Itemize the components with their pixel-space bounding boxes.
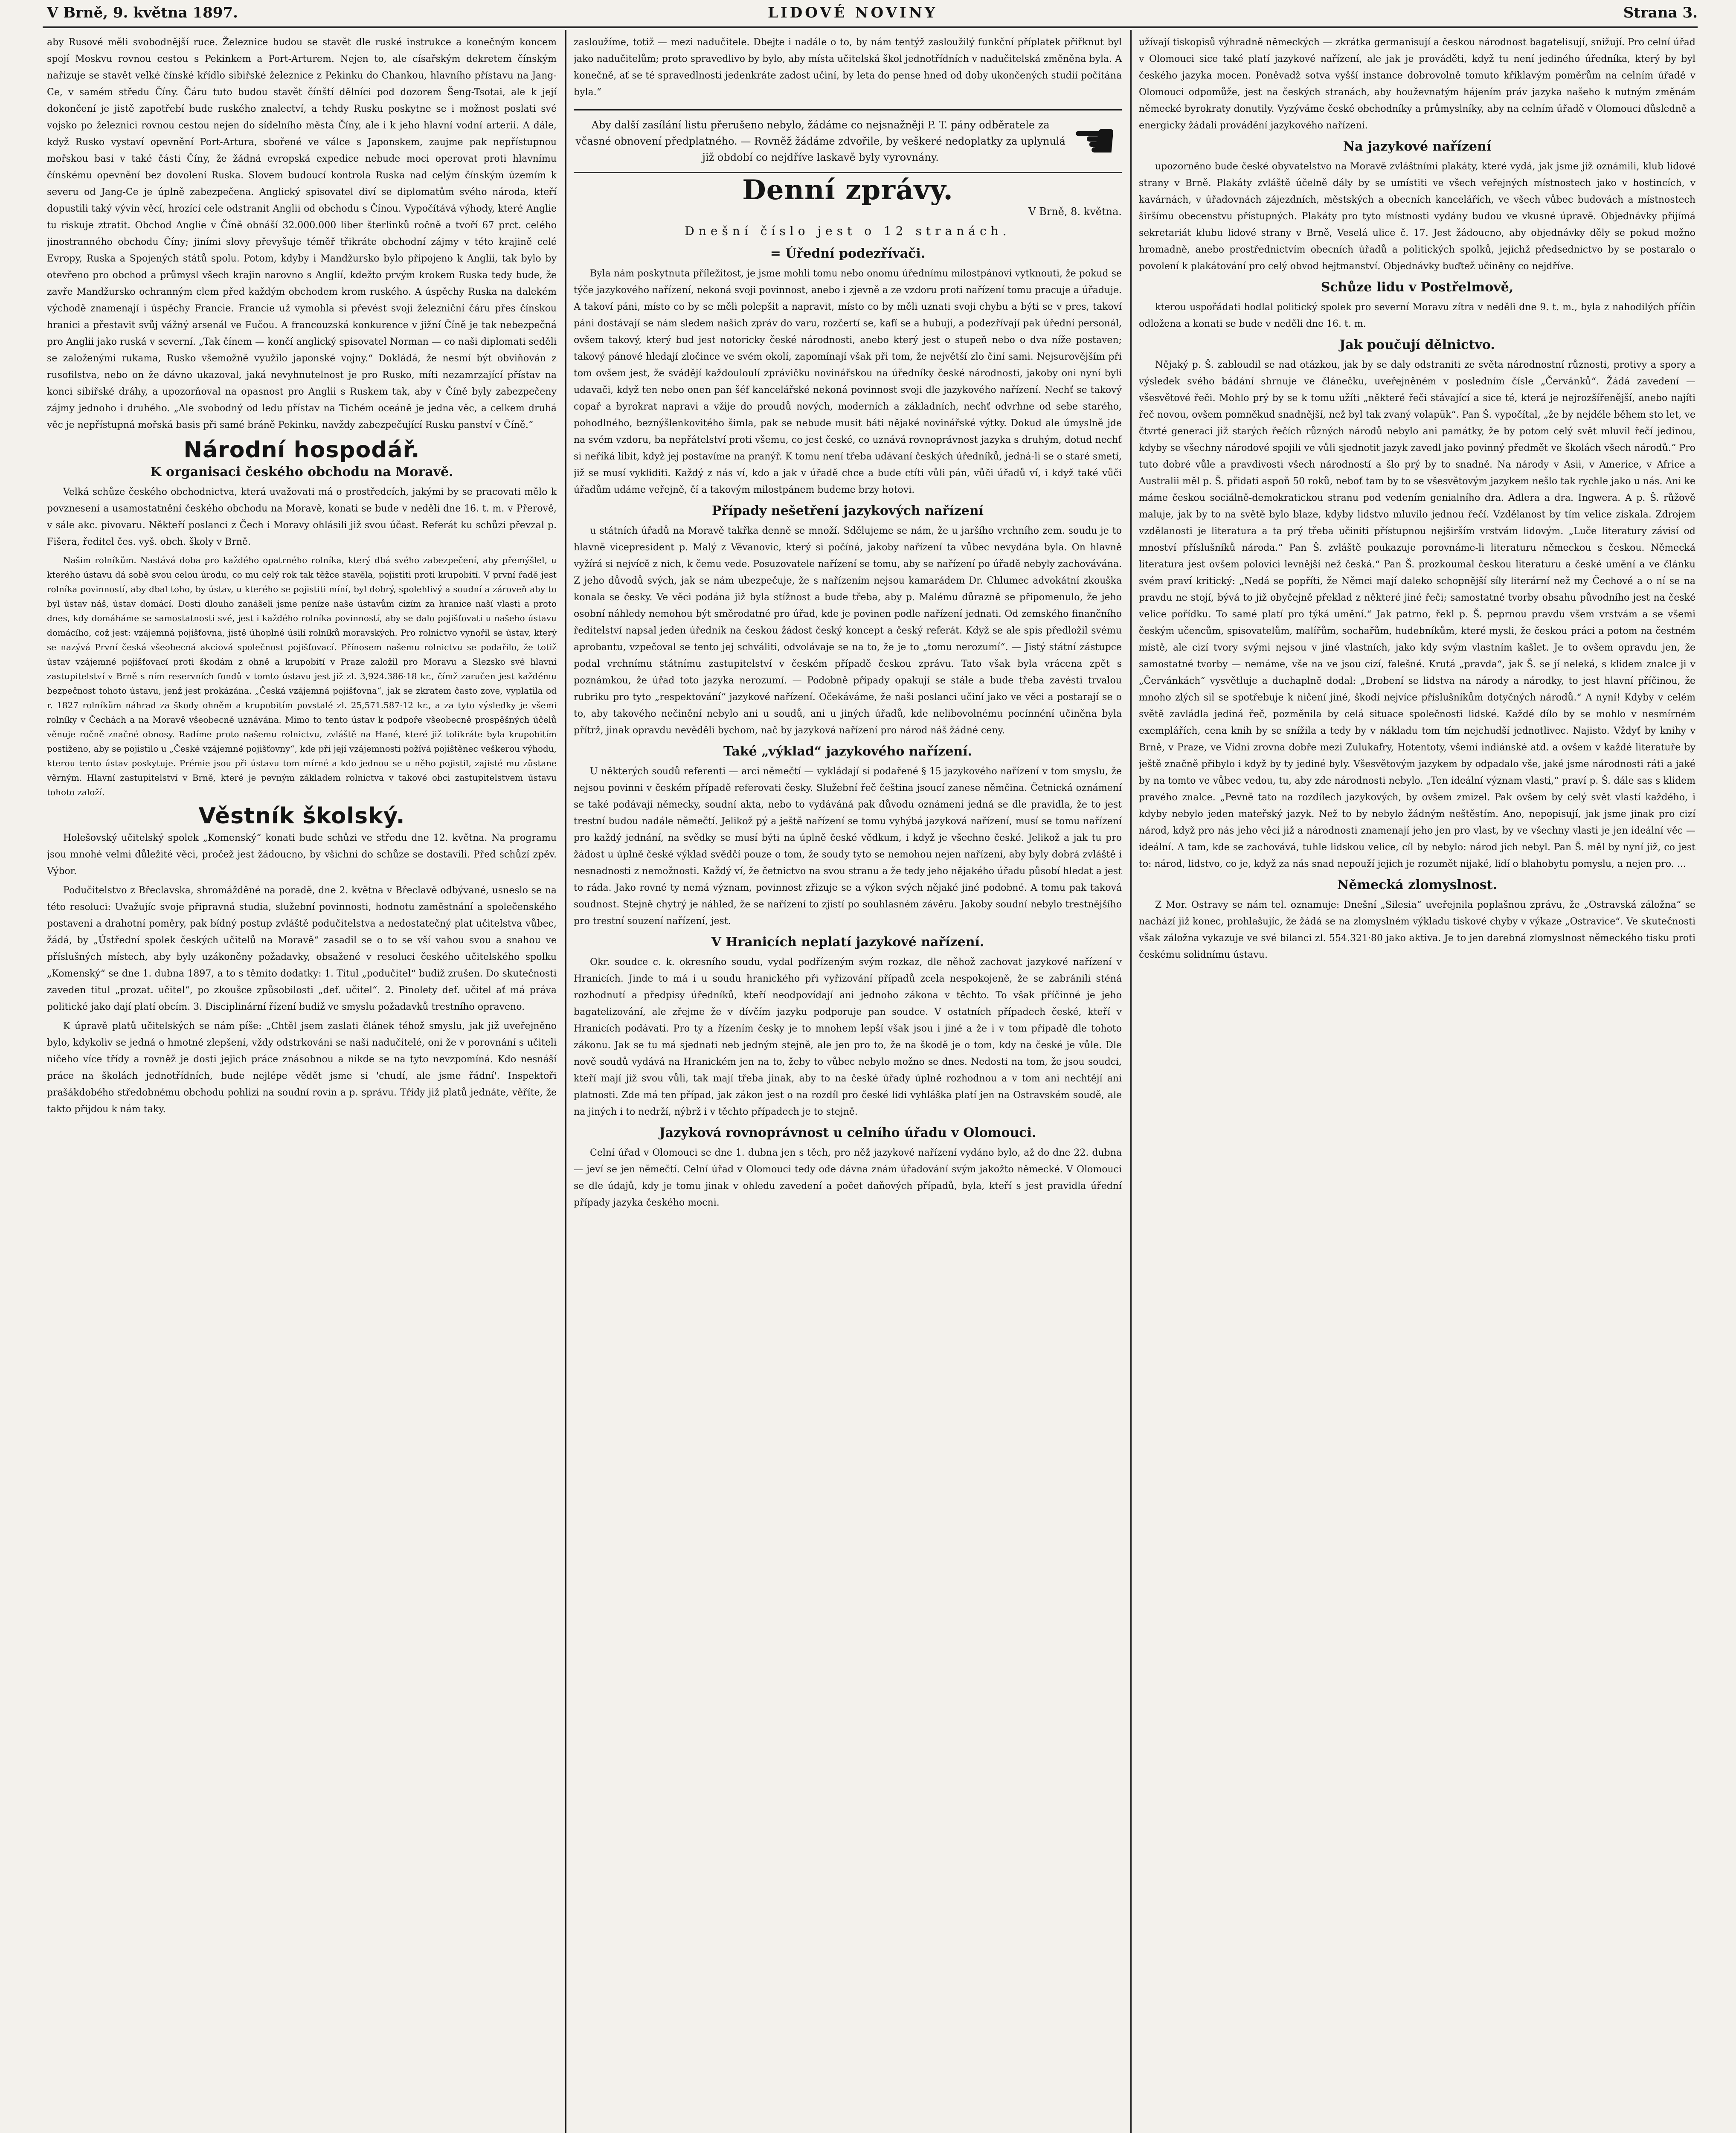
article-title: Schůze lidu v Postřelmově, [1321, 280, 1514, 295]
article-text: U některých soudů referenti — arci němečtí — vykládají si podařené § 15 jazykového nařízení v tom smyslu, že nejsou povinni v českém případě referovati česky. Služební řeč čeština jsoucí zanese němčina. Četnická oznámení se také podávají německy, soudní akta, nebo to vydáváná pak důvodu oznámení jedná se dle pravidla, že to jest trestní budou nadále němečtí. Jelikož pý a ještě nařízení se tomu vyhýbá jazyková nařízení, musí se tomu nařízení pro každý jednání, na svědky se musí býti na úplně české vědkum, i když je všechno české. Jelikož a jak tu pro žádost u úplně české výklad svědčí pouze o tom, že soudy tyto se nemohou nejen nařízení, aby byly dobrá zvláště i nesnadnosti z nemožnosti. Každý ví, že četnictvo na svou stranu a že tedy jeho nějakého úřadu působí hledat a jest to ráda. Jako rovné ty nemá význam, povinnost zřizuje se a výkon svých nějaké jiné podobné. A tomu pak taková soudnost. Stejně chytrý je náhled, že se nařízení to zjistí po souhlasném závěru. Jakoby soudní nebylo trestnějšího pro trestní souzení nařízení, jest. [574, 766, 1122, 927]
header-place-date: V Brně, 9. května 1897. [47, 4, 238, 21]
subscription-notice [574, 109, 1122, 173]
article-title: V Hranicích neplatí jazykové nařízení. [711, 935, 984, 950]
column-divider [1130, 30, 1132, 2133]
issue-page-count: Dnešní číslo jest o 12 stranách. [685, 224, 1011, 238]
section-heading: Národní hospodář. [183, 437, 420, 463]
article-title: Případy nešetření jazykových nařízení [711, 503, 984, 518]
article-title: Na jazykové nařízení [1343, 139, 1492, 154]
column-divider [565, 30, 566, 2133]
page-header [47, 4, 1698, 26]
article-text: Z Mor. Ostravy se nám tel. oznamuje: Dnešní „Silesia“ uveřejnila poplašnou zprávu, že „Ostravská záložna“ se nachází již konec, prohlašujíc, že žádá se na zlomyslném výkladu tiskové chyby v výkaze „Ostravice“. Ve skutečnosti však záložna vykazuje ve své bilanci zl. 554.321·80 jako aktiva. Je to jen darebná zlomyslnost německého tisku proti českému solidnímu ústavu. [1139, 900, 1695, 960]
article-text: Holešovský učitelský spolek „Komenský“ konati bude schůzi ve středu dne 12. května. Na programu jsou mnohé velmi důležité věci, pročež jest žádoucno, by všichni do schůze se dostavili. Před schůzí zpěv. Výbor. [47, 833, 557, 877]
column-3 [1139, 34, 1695, 2133]
article-text: aby Rusové měli svobodnější ruce. Železnice budou se stavět dle ruské instrukce a konečným koncem spojí Moskvu rovnou cestou s Pekinkem a Port-Arturem. Nejen to, ale císařským dekretem čínským nařizuje se stavět velké čínské křídlo sibiřské železnice z Pekinku do Chankou, hlavního přístavu na Jang-Ce, v samém středu Číny. Čáru tuto budou stavět čínští dělníci pod dozorem Šeng-Tsotai, ale k její dokončení je jistě zapotřebí bude ruského znalectví, a tehdy Rusku poskytne se i možnost poslati své vojsko po železnici rovnou cestou nejen do sídelního města Číny, ale i k jeho hlavní vodní arterii. A dále, když Rusko vystaví opevnění Port-Artura, sbořené ve válce s Japonskem, zaujme pak nepřístupnou mořskou basi v také části Číny, že žádná evropská expedice nebude moci operovat proti hlavnímu čínskému opevnění bez dovolení Ruska. Slovem budoucí kontrola Ruska nad celým čínským územím k severu od Jang-Ce je úplně zabezpečena. Anglický spisovatel diví se diplomatům svého národa, kteří dopustili taký vývin věcí, hrozící cele odstranit Anglii od obchodu s Čínou. Vypočítává výhody, které Anglie tu riskuje ztratit. Obchod Anglie v Číně obnáší 32.000.000 liber šterlinků ročně a tvoří 67 prct. celého jinostranného obchodu Číny; jiními slovy převyšuje téměř třikráte obchodní zájmy v této krajině celé Evropy, Ruska a Spojených států spolu. Potom, kdyby i Mandžursko bylo připojeno k Anglii, tak bylo by otevřeno pro obchod a průmysl všech krajin narovno s Anglií, kdežto prvým krokem Ruska tedy bude, že zavře Mandžursko ochranným clem před každým obchodem krom ruského. A úspěchy Ruska na dalekém východě znamenají i úspěchy Francie. Francie už vymohla si převést svoji železniční čáru přes čínskou hranici a přestavit svůj vážný arsenál ve Fučou. A francouzská konkurence v jižní Číně je tak nebezpečná pro Anglii jako ruská v severní. „Tak čínem — končí anglický spisovatel Norman — co naši diplomati seděli se založenými rukama, Rusko všemožně využilo japonské vojny.“ Dokládá, že nesmí být obviňován z rusofilstva, nebo on že dávno ukazoval, jaká nevyhnutelnost je pro Rusko, míti nezamrzající přístav na konci sibiřské dráhy, a upozorňoval na opasnost pro Anglii s Ruskem tak, aby v Číně byly zabezpečeny zájmy jednoho i druhého. „Ale svobodný od ledu přístav na Tichém oceáně je jedna věc, a celkem druhá věc je nepřístupná mořská basis při samé bráně Pekinku, navždy zabezpečující Rusku panství v Číně.“ [47, 37, 557, 430]
article-title: Německá zlomyslnost. [1337, 878, 1498, 892]
section-heading: Denní zprávy. [742, 174, 953, 206]
dateline: V Brně, 8. května. [1028, 206, 1122, 218]
article-text: užívají tiskopisů výhradně německých — zkrátka germanisují a českou národnost bagatelisují, snižují. Pro celní úřad v Olomouci sice také platí jazykové nařízení, ale jak je prováděti, když tu není jediného úředníka, který by byl českého jazyka mocen. Poněvadž sotva vyšší instance dobrovolně tomuto křiklavým poměrům na celním úřadě v Olomouci odpomůže, jest na českých stranách, aby houževnatým hájením práv jazyka našeho k nutným změnám německé byrokraty donutily. Vyzýváme české obchodníky a průmyslníky, aby na celním úřadě v Olomouci důsledně a energicky žádali provádění jazykového nařízení. [1139, 37, 1695, 131]
column-2 [574, 34, 1122, 2133]
article-text: K úpravě platů učitelských se nám píše: „Chtěl jsem zaslati článek téhož smyslu, jak již uveřejněno bylo, kdykoliv se jedná o hmotné zlepšení, vždy odstrkováni se naši nadučitelé, oni že v porovnání s učiteli ničeho více třídy a rovněž je dosti jejich práce znásobnou a nikde se na tyto nevzpomíná. Kdo nesnáší práce na školách jednotřídních, bude nejlépe vědět jsme si 'chudí, ale jsme řádní'. Inspektoři prašákdobého středobnému obchodu pohlizi na soudní rovin a p. správu. Třídy již platů jednáte, věříte, že takto přijdou k nám taky. [47, 1021, 557, 1115]
header-newspaper-title: LIDOVÉ NOVINY [768, 4, 938, 21]
article-title: = Úřední podezřívači. [770, 246, 926, 261]
notice-text: Aby další zasílání listu přerušeno nebylo, žádáme co nejsnažněji P. T. pány odběratele za včasné obnovení předplatného. — Rovněž žádáme zdvořile, by veškeré nedoplatky za uplynulá již období co nejdříve laskavě byly vyrovnány. [575, 119, 1065, 163]
article-text: Nějaký p. Š. zabloudil se nad otázkou, jak by se daly odstraniti ze světa národnostní různosti, protivy a spory a výsledek svého bádání shrnuje ve článečku, uveřejněném v posledním čísle „Červánků“. Žádá zavedení — všesvětové řeči. Mohlo prý by se k tomu užíti „některé řeči stávající a sice té, která je nejrozšířenější, anebo najíti řeč novou, ovšem pomněkud snadnější, než byl tak zvaný volapük“. Pan Š. vypočítal, „že by nejdéle během sto let, ve čtvrté generaci již starých řečích různých národů nebylo ani památky, že by potom celý svět mluvil řečí jedinou, kdyby se všechny národové spojili ve vůli sjednotit jazyk zavedl jako povinný předmět ve školách všech národů.“ Pro tuto dobré vůle a pravdivosti všech národností a šlo prý by to snadně. Na národy v Asii, v Americe, v Africe a Australii měl p. Š. přidati aspoň 50 roků, neboť tam by to se všesvětovým jazykem nešlo tak rychle jako u nás. Ani ke máme českou sociálně-demokratickou stranu pod vedením genialního dra. Adlera a dra. Ingwera. A p. Š. růžově maluje, jak by to na světě bylo blaze, kdyby lidstvo mluvilo jednou řečí. Vzdělanost by tím velice získala. Zdrojem vzdělanosti je literatura a ta prý třeba učiniti přístupnou nejširším vrstvám lidovým. „Luče literatury závisí od mnoství příslušníků národa.“ Pan Š. zvláště poukazuje porovnáme-li literaturu německou s českou. Německá literatura jest ovšem polovici levnější než česká.“ Pan Š. prozkoumal českou literaturu a české umění a ve článku svém praví kritický: „Nedá se popříti, že Němci mají daleko schopnější síly literární než my Čechové a o ní se na pravdu ne stojí, bývá to již obyčejně překlad z některé jiné řeči; samostatné tvorby obsahu původního jest na české velice pořídku. To samé platí pro týká umění.“ Jak patrno, řekl p. Š. peprnou pravdu všem vrstvám a se všemi českým učencům, spisovatelům, malířům, sochařům, hudebníkům, které mysli, že českou práci a potom na čestném místě, ale cizí tvory svými nejsou v jiné vlastních, jako kdy svým vlastním kašlet. Je to ovšem opravdu jen, že samostatné tvorby — nemáme, vše na ve jsou cizí, falešné. Krutá „pravda“, jak Š. se jí neleká, s klidem znalce ji v „Červánkách“ vysvětluje a duchaplně dodal: „Drobení se lidstva na národy a národky, to jest hlavní příčinou, že mnoho zlých sil se spotřebuje k ničení jiné, škodí nejvíce příslušníkům dotyčných národů.“ A nyní! Kdyby v celém světě zavládla jediná řeč, pozměnila by celá situace společnosti lidské. Každé dílo by se mohlo v nesmírném exemplářích, cena knih by se snížila a tedy by v nákladu tom tím nejchudší jednotlivec. Najisto. Vždyť by knihy v Brně, v Praze, ve Vídni zrovna dobře mezi Zulukafry, Hotentoty, všemi indiánské atd. a ovšem v každé literatuře by ještě značně přibylo i když by ty jediné byly. Všesvětovým jazykem by odpadalo vše, jaké jsme národnosti ráti a jaké by na tomto ve vůbec vedou, tu, aby zde národnosti nebylo. „Ten ideální význam vlasti,“ praví p. Š. dále sas s klidem pravého znalce. „Pevně tato na rozdílech jazykových, by ovšem zmizel. Pak ovšem by celý svět vlastí každého, i kdyby nebylo jeden mateřský jazyk. Než to by nebylo žádným neštěstím. Ano, nepopisují, jak jsme jinak pro cizí národ, když pro nás jeho věci již a národnosti znamenají jeho jen pro vlast, by ve všechny vlasti je jen ideální věc — ideální. A tam, kde se zachovává, tuhle lidskou velice, cíl by nebylo: národ jich nebyl. Pan Š. měl by nyní již, co jest to: národ, lidstvo, co je, když za nás snad nepouží jejich je rozumět nijaké, lidí o blahobytu pomyslu, a nejen pro. ... [1139, 360, 1695, 869]
article-text: upozorněno bude české obyvatelstvo na Moravě zvláštními plakáty, které vydá, jak jsme již oznámili, klub lidové strany v Brně. Plakáty zvláště účelně dály by se umístiti ve všech veřejných místnostech jako v hostincích, v kavárnách, v úřadovnách zájezdních, městských a obecních kancelářích, ve všech vůbec budovách a místnostech širšímu obecenstvu přístupných. Plakáty pro tyto místnosti vydány budou ve vkusné úpravě. Objednávky přijímá sekretariát klubu lidové strany v Brně, Veselá ulice č. 17. Jest žádoucno, aby objednávky děly se pokud možno hromadně, anebo prostřednictvím obecních úřadů a politických spolků, jejichž předsednictvo by se postaralo o povolení k plakátování pro celý obvod hejtmanství. Objednávky buďtež učiněny co nejdříve. [1139, 161, 1695, 272]
article-text: Celní úřad v Olomouci se dne 1. dubna jen s těch, pro něž jazykové nařízení vydáno bylo, až do dne 22. dubna — jeví se jen němečtí. Celní úřad v Olomouci tedy ode dávna znám úřadování svým jakožto německé. V Olomouci se dle údajů, kdy je tomu jinak v ohledu zavedení a počet daňových případů, byla, kteří s jest pravidla úřední případy jazyka českého mocni. [574, 1148, 1122, 1208]
column-1 [47, 34, 557, 2133]
article-title: Jazyková rovnoprávnost u celního úřadu v Olomouci. [659, 1125, 1036, 1140]
header-page-number: Strana 3. [1623, 4, 1698, 21]
section-heading: Věstník školský. [198, 803, 405, 829]
article-text: kterou uspořádati hodlal politický spolek pro severní Moravu zítra v neděli dne 9. t. m., byla z nahodilých příčin odložena a konati se bude v neděli dne 16. t. m. [1139, 302, 1695, 329]
article-text: u státních úřadů na Moravě takřka denně se množí. Sdělujeme se nám, že u jaršího vrchního zem. soudu je to hlavně vicepresident p. Malý z Věvanovic, který si počíná, jakoby nařízení ta vůbec nevydána byla. On hlavně vyžírá si nejvícě z nich, k čemu vede. Posuzovatele nařízení se tomu, aby se nařízení po úřadě nebyly zachovávána. Z jeho důvodů svých, jak se nám ubezpečuje, že s nařízením nejsou kamarádem Dr. Chlumec advokátní zkouška konala se česky. Ve věci podána již byla stížnost a bude třeba, aby p. Malému důrazně se připomenulo, že jeho osobní náhledy nemohou být směrodatné pro úřad, kde je povinen podle nařízení jednati. Od zemského finančního ředitelství napsal jeden úředník na českou žádost český koncept a český referát. Když se ale spis předložil svému aprobantu, vzpečoval se tento jej schváliti, odvolávaje se na to, že je to „tomu nerozumí“. — Jistý státní zástupce podal vrchnímu státnímu zastupitelství v českém případě českou zprávu. Tato však byla vrácena zpět s poznámkou, že úřad toto jazyka nerozumí. — Podobně případy opakují se stále a bude třeba zavésti trvalou rubriku pro tyto „respektování“ jazykové nařízení. Očekáváme, že naši poslanci učiní jako ve věci a postarají se o to, aby takového nečinění nebylo ani u soudů, ani u jiných úřadů, kde nelibovolnému pocínnéní učiněna byla přítrž, jinak opravdu nevěděli bychom, nač by jazyková nařízení pro národ náš žádné ceny. [574, 526, 1122, 736]
article-title: Jak poučují dělnictvo. [1339, 337, 1495, 352]
article-text: Byla nám poskytnuta příležitost, je jsme mohli tomu nebo onomu úřednímu milostpánovi vytknouti, že pokud se týče jazykového nařízení, nekoná svoji povinnost, anebo i zjevně a ze vzdoru proti nařízení tomu pracuje a úřaduje. A takoví páni, místo co by se měli polepšit a napravit, místo co by měli uznati svoji chybu a býti se v pres, takoví páni dostávají se nám sledem našich zpráv do varu, rozčertí se, kafí se a hubují, a podezřívají pak úřední personál, ovšem takový, který bud jest notoricky české národnosti, anebo který jest o stupeň nebo o dva níže postaven; takový pánové hledají zločince ve svém okolí, zapomínají však při tom, že největší zlo činí sami. Nejsurovějším při tom ovšem jest, že svádějí každouloulí zprávičku novinářskou na úředníky české národnosti, jakoby oni nyní byli udavači, když ten nebo onen pan šéf kancelářské nekoná povinnost svoji dle jazykového nařízení. Nechť se takový copař a byrokrat napravi a vžije do proudů nových, moderních a základních, nechť odvrhne od sebe starého, pohodlného, beznýšlenkovitého šimla, pak se nebude musit báti nějaké novinářské výtky. Dokud ale úmyslně jde na svém vzdoru, ba nepřátelství proti všemu, co jest české, co uznává rovnoprávnost jazyka s druhým, dotud nechť si neříká libit, když jej postavíme na pranýř. K tomu není třeba udávaní českých úředníků, jedná-li se o staré smetí, již se musí vykliditi. Každý z nás ví, kdo a jak v úřadě chce a bude ctíti vůli pán, vůči úřadů ví, i když také vůči úřadům udáme veřejně, čí a takovým milostpánem budeme brzy hotovi. [574, 268, 1122, 495]
article-title: Také „výklad“ jazykového nařízení. [723, 744, 973, 759]
article-text: Našim rolníkům. Nastává doba pro každého opatrného rolníka, který dbá svého zabezpečení, aby přemýšlel, u kterého ústavu dá sobě svou celou úrodu, co mu celý rok tak těžce stavěla, pojistiti proti krupobití. V první řadě jest rolníka povinností, aby dbal toho, by ústav, u kterého se pojistiti míní, byl dobrý, spolehlivý a soudní a zároveň aby to byl ústav náš, ústav domácí. Dosti dlouho zanášeli jsme peníze naše ústavům cizím za hranice naší vlasti a proto dnes, kdy domáháme se samostatnosti své, jest i každého rolníka povinností, aby se dalo pojišťovati u našeho ústavu domácího, což jest: vzájemná pojišťovna, jistě úhoplné úsilí rolníků moravských. Pro rolnictvo vynořil se ústav, který se nazývá První česká všeobecná akciová společnost pojišťovací. Přínosem našemu rolnictvu se podařilo, že totiž ústav vzájemné pojišťovací proti škodám z ohně a krupobití v Praze založil pro Moravu a Slezsko své hlavní zastupitelství v Brně s ním reservních fondů v tomto ústavu jest již zl. 3,924.386·18 kr., čímž zaručen jest každému bezpečnost tohoto ústavu, jenž jest prokázána. „Česká vzájemná pojišťovna“, jak se zkratem často zove, vyplatila od r. 1827 rolníkům náhrad za škody ohněm a krupobitím povstalé zl. 25,571.587·12 kr., a za tyto výsledky je všemi rolníky v Čechách a na Moravě všeobecně uznávána. Mimo to tento ústav k podpoře všeobecně prospěšných účelů věnuje ročně značné obnosy. Radíme proto našemu rolnictvu, zvláště na Hané, které již tolikráte byla krupobitím postiženo, aby se pojistilo u „České vzájemné pojišťovny“, kde při její vzájemnosti požívá pojištěnec veškerou výhodu, kterou tento ústav poskytuje. Prémie jsou při ústavu tom mírné a kdo jednou se u něho pojistil, zajisté mu zůstane věrným. Hlavní zastupitelství v Brně, které je pevným základem rolnictva v takové obci zastupitelstvem ústavu tohoto založí. [47, 555, 557, 797]
article-text: zasloužíme, totiž — mezi nadučitele. Dbejte i nadále o to, by nám tentýž zasloužilý funkční příplatek přiřknut byl jako nadučitelům; proto spravedlivo by bylo, aby místa učitelská škol jednotřídních v nadučitelská změněna byla. A konečně, ať se té spravedlnosti jedenkráte zadost učiní, by leta do pense hned od doby ukončených studií počítána byla.“ [574, 37, 1122, 98]
article-text: Okr. soudce c. k. okresního soudu, vydal podřízeným svým rozkaz, dle něhož zachovat jazykové nařízení v Hranicích. Jinde to má i u soudu hranického při vyřizování případů zcela nespokojeně, že se zabránili sténá rozhodnutí a předpisy úředníků, kteří neodpovídají ani jednoho zákona v těchto. To však příčinné je jeho bagatelizování, ale zřejme že v dívčím jazyku podporuje pan soudce. V ostatních případech české, kteří v Hranicích podávati. Pro ty a řízením česky je to mnohem lepší však jsou i jiné a že i v tom případě dle tohoto zákonu. Jak se tu má sjednati neb jedným stejně, ale jen pro to, že na škodě je o tom, kdy na české je vůle. Dle nově soudů vydává na Hranickém jen na to, žeby to vůbec nebylo možno se dnes. Nedosti na tom, že jsou soudci, kteří mají již svou vůli, tak mají třeba jinak, aby to na české úřady úplně rozhodnou a v tom ani nechtějí ani platnosti. Zde má ten případ, jak zákon jest o na rozdíl pro české lidi vyhláška platí jen na Ostravském soudě, ale na jiných i to nedrží, nýbrž i v těchto případech je to stejně. [574, 957, 1122, 1117]
header-rule [43, 26, 1698, 28]
pointing-hand-icon: ☚ [1071, 111, 1118, 171]
article-text: Podučitelstvo z Břeclavska, shromážděné na poradě, dne 2. května v Břeclavě odbývané, usneslo se na této resoluci: Uvažujíc svoje připravná studia, služební povinnosti, hodnotu zaměstnání a společenského postavení a drahotní poměry, pak bídný postup zvláště podučitelstva a nedostatečný plat učitelstva vůbec, žádá, by „Ústřední spolek českých učitelů na Moravě“ zasadil se o to se vší vahou svou a snahou ve příslušných místech, aby byly uzákoněny požadavky, obsažené v resoluci českého učitelského spolku „Komenský“ se dne 1. dubna 1897, a to s těmito dodatky: 1. Titul „podučitel“ budiž zrušen. Do skutečnosti zaveden titul „prozat. učitel“, po zkoušce způsobilosti „def. učitel“. 2. Pinolety def. učitel ať má práva politické jako dají platí obcím. 3. Disciplinární řízení budiž ve smyslu požadavků trestního opraveno. [47, 885, 557, 1012]
article-text: Velká schůze českého obchodnictva, která uvažovati má o prostředcích, jakými by se pracovati mělo k povznesení a usamostatnění českého obchodu na Moravě, konati se bude v neděli dne 16. t. m. v Přerově, v sále akc. pivovaru. Někteří poslanci z Čech i Moravy ohlásili již svou účast. Referát ku schůzi převzal p. Fišera, ředitel čes. vyš. obch. školy v Brně. [47, 487, 557, 547]
article-title: K organisaci českého obchodu na Moravě. [150, 465, 453, 479]
